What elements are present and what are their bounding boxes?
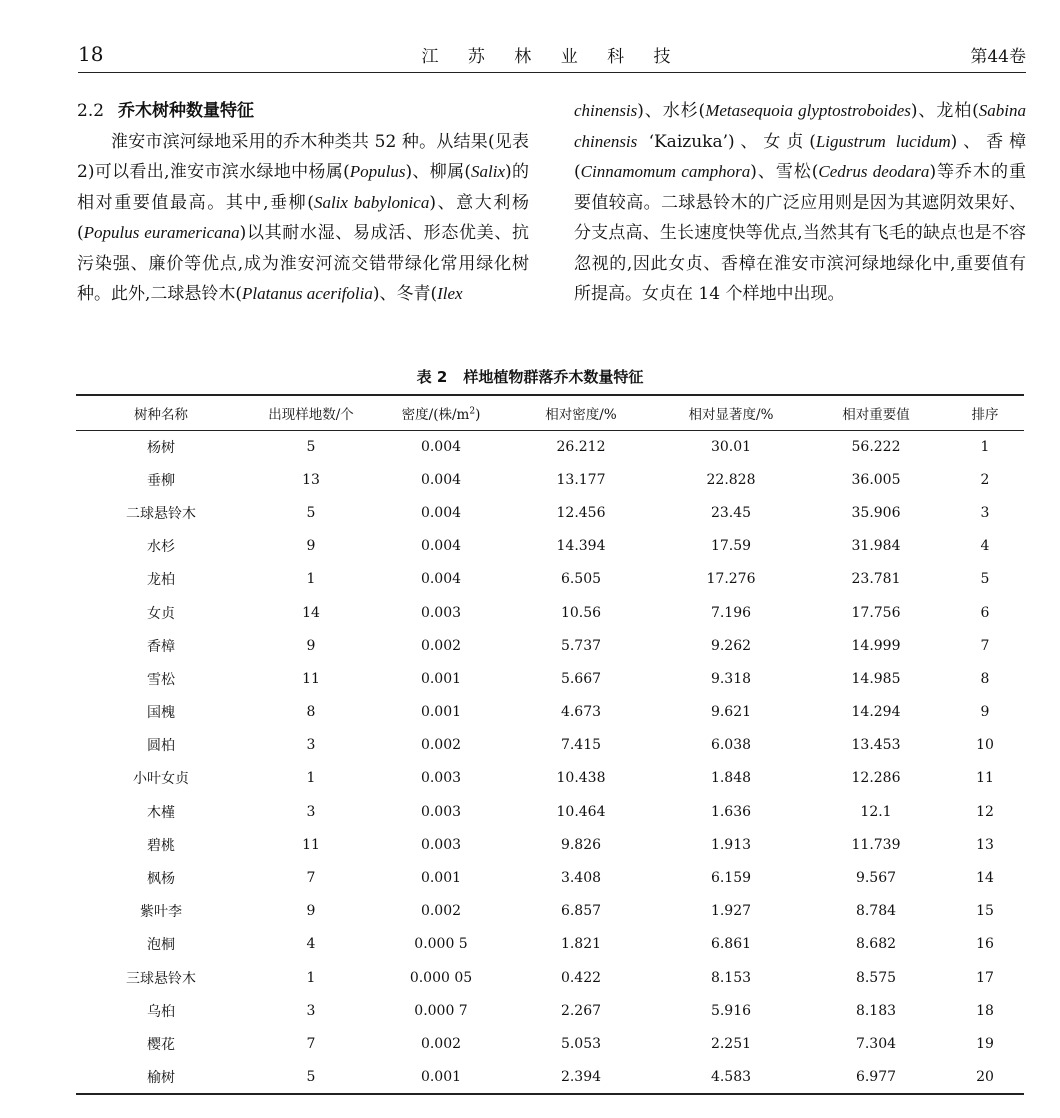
- rank-cell: 17: [976, 969, 994, 986]
- importance-value-cell: 12.286: [851, 770, 901, 787]
- species-name-cell: 紫叶李: [140, 904, 182, 921]
- header-relative-dominance: 相对显著度/%: [656, 395, 806, 430]
- relative-dominance-cell: 17.59: [710, 538, 752, 555]
- relative-dominance-cell: 1.848: [710, 770, 752, 787]
- species-name-cell: 龙柏: [147, 572, 175, 589]
- text-run: )等乔木的重要值较高。二球悬铃木的广泛应用则是因为其遮阴效果好、分支点高、生长速度快等优点,当然其有飞毛的缺点也是不容忽视的,因此女贞、香樟在淮安市滨河绿地绿化中,重要值有所提高。女贞在 14 个样地中出现。: [574, 162, 1026, 304]
- species-name-cell: 香樟: [147, 638, 175, 655]
- header-rank: 排序: [946, 395, 1024, 430]
- rank-cell: 14: [976, 870, 994, 887]
- species-name-cell: 二球悬铃木: [126, 505, 196, 522]
- latin-name: Ligustrum lucidum: [815, 131, 951, 151]
- importance-value-cell: 56.222: [851, 438, 901, 455]
- importance-value-cell: 17.756: [851, 604, 901, 621]
- species-name-cell: 泡桐: [147, 937, 175, 954]
- plot-count-cell: 9: [306, 637, 316, 654]
- latin-name: Metasequoia glyptostroboides: [705, 101, 911, 120]
- relative-density-cell: 12.456: [556, 504, 606, 521]
- plot-count-cell: 1: [306, 571, 316, 588]
- relative-density-cell: 5.737: [560, 637, 602, 654]
- density-cell: 0.001: [420, 870, 462, 887]
- relative-density-cell: 6.857: [560, 903, 602, 920]
- table-row: [76, 861, 1024, 894]
- plot-count-cell: 5: [306, 438, 316, 455]
- plot-count-cell: 7: [306, 870, 316, 887]
- relative-dominance-cell: 8.153: [710, 969, 752, 986]
- plot-count-cell: 8: [306, 704, 316, 721]
- density-cell: 0.002: [420, 903, 462, 920]
- species-name-cell: 小叶女贞: [133, 771, 189, 788]
- relative-density-cell: 5.667: [560, 670, 602, 687]
- relative-dominance-cell: 30.01: [710, 438, 752, 455]
- relative-dominance-cell: 17.276: [706, 571, 756, 588]
- relative-density-cell: 26.212: [556, 438, 606, 455]
- text-run: )、意大利杨(: [77, 192, 529, 243]
- relative-density-cell: 14.394: [556, 538, 606, 555]
- table-row: [76, 895, 1024, 928]
- density-cell: 0.000 7: [414, 1002, 468, 1019]
- latin-name: Cedrus deodara: [818, 162, 930, 181]
- plot-count-cell: 5: [246, 1061, 376, 1094]
- rank-cell: 19: [976, 1035, 994, 1052]
- plot-count-cell: 9: [306, 538, 316, 555]
- density-cell: 0.004: [420, 571, 462, 588]
- density-cell: 0.000 5: [414, 936, 468, 953]
- relative-density-cell: 1.821: [560, 936, 602, 953]
- running-header: [78, 38, 1026, 73]
- latin-name: Populus: [349, 162, 406, 181]
- relative-density-cell: 6.505: [560, 571, 602, 588]
- relative-dominance-cell: 9.318: [710, 670, 752, 687]
- left-body-paragraph: [77, 127, 529, 310]
- rank-cell: 11: [976, 770, 994, 787]
- relative-dominance-cell: 6.861: [710, 936, 752, 953]
- volume-label: 第44卷: [970, 47, 1026, 67]
- importance-value-cell: 8.784: [855, 903, 897, 920]
- plot-count-cell: 3: [306, 803, 316, 820]
- right-body-paragraph: [574, 96, 1026, 310]
- table-row: [76, 662, 1024, 695]
- importance-value-cell: 12.1: [860, 803, 892, 820]
- importance-value-cell: 9.567: [855, 870, 897, 887]
- density-label: 密度/(株/m: [401, 406, 470, 423]
- rank-cell: 20: [946, 1061, 1024, 1094]
- table-row: [76, 463, 1024, 496]
- importance-value-cell: 11.739: [851, 836, 901, 853]
- density-cell: 0.002: [420, 1035, 462, 1052]
- table-row: [76, 629, 1024, 662]
- latin-name: Platanus acerifolia: [242, 284, 373, 303]
- importance-value-cell: 14.294: [851, 704, 901, 721]
- density-cell: 0.004: [420, 504, 462, 521]
- table-row: [76, 696, 1024, 729]
- importance-value-cell: 13.453: [851, 737, 901, 754]
- importance-value-cell: 7.304: [855, 1035, 897, 1052]
- relative-dominance-cell: 6.159: [710, 870, 752, 887]
- latin-name: chinensis: [574, 101, 638, 120]
- header-plot-count: 出现样地数/个: [246, 395, 376, 430]
- table-caption: [0, 366, 1060, 387]
- relative-dominance-cell: 4.583: [656, 1061, 806, 1094]
- importance-value-cell: 14.999: [851, 637, 901, 654]
- density-cell: 0.001: [376, 1061, 506, 1094]
- table-row: [76, 961, 1024, 994]
- relative-dominance-cell: 7.196: [710, 604, 752, 621]
- table-row: [76, 828, 1024, 861]
- relative-dominance-cell: 9.262: [710, 637, 752, 654]
- latin-name: Populus euramericana: [83, 223, 240, 242]
- density-cell: 0.002: [420, 737, 462, 754]
- table-number: 表 2: [416, 368, 448, 386]
- relative-density-cell: 2.267: [560, 1002, 602, 1019]
- table-row: [76, 795, 1024, 828]
- importance-value-cell: 23.781: [851, 571, 901, 588]
- relative-dominance-cell: 22.828: [706, 471, 756, 488]
- latin-name: Ilex: [437, 284, 463, 303]
- plot-count-cell: 4: [306, 936, 316, 953]
- table-row: [76, 496, 1024, 529]
- journal-title: 江 苏 林 业 科 技: [421, 47, 683, 67]
- table-body: [76, 430, 1024, 1094]
- relative-density-cell: 4.673: [560, 704, 602, 721]
- latin-name: Salix babylonica: [313, 192, 430, 212]
- header-density: [376, 395, 506, 430]
- latin-name: Sabina chinensis: [574, 101, 1027, 151]
- rank-cell: 4: [980, 538, 990, 555]
- table-row: [76, 928, 1024, 961]
- section-heading: [77, 96, 529, 127]
- text-run: )的相对重要值最高。其中,垂柳(: [77, 162, 530, 213]
- section-number: 2.2: [77, 101, 105, 121]
- table-row: [76, 762, 1024, 795]
- rank-cell: 18: [976, 1002, 994, 1019]
- species-name-cell: 樱花: [147, 1036, 175, 1053]
- table-row: [76, 563, 1024, 596]
- plot-count-cell: 7: [306, 1035, 316, 1052]
- table-row: [76, 994, 1024, 1027]
- species-name-cell: 水杉: [147, 539, 175, 556]
- relative-density-cell: 13.177: [556, 471, 606, 488]
- importance-value-cell: 35.906: [851, 504, 901, 521]
- species-name-cell: 木槿: [147, 804, 175, 821]
- table-row: [76, 430, 1024, 463]
- section-title: 乔木树种数量特征: [118, 101, 255, 121]
- plot-count-cell: 11: [302, 836, 320, 853]
- table-row: [76, 729, 1024, 762]
- rank-cell: 1: [980, 438, 990, 455]
- importance-value-cell: 8.183: [855, 1002, 897, 1019]
- relative-density-cell: 10.438: [556, 770, 606, 787]
- plot-count-cell: 3: [306, 737, 316, 754]
- importance-value-cell: 31.984: [851, 538, 901, 555]
- relative-dominance-cell: 1.636: [710, 803, 752, 820]
- text-run: )、水杉(: [637, 101, 706, 121]
- density-cell: 0.001: [420, 670, 462, 687]
- rank-cell: 2: [980, 471, 990, 488]
- relative-dominance-cell: 23.45: [710, 504, 752, 521]
- left-column: [77, 96, 529, 310]
- rank-cell: 13: [976, 836, 994, 853]
- table-title: 样地植物群落乔木数量特征: [463, 368, 644, 386]
- relative-density-cell: 7.415: [560, 737, 602, 754]
- relative-dominance-cell: 6.038: [710, 737, 752, 754]
- rank-cell: 9: [980, 704, 990, 721]
- relative-dominance-cell: 2.251: [710, 1035, 752, 1052]
- density-cell: 0.000 05: [409, 969, 473, 986]
- relative-dominance-cell: 5.916: [710, 1002, 752, 1019]
- importance-value-cell: 8.682: [855, 936, 897, 953]
- importance-value-cell: 8.575: [855, 969, 897, 986]
- plot-count-cell: 13: [302, 471, 320, 488]
- density-cell: 0.004: [420, 538, 462, 555]
- relative-density-cell: 0.422: [560, 969, 602, 986]
- text-run: )、龙柏(: [910, 101, 979, 121]
- species-name-cell: 乌桕: [147, 1003, 175, 1020]
- page-number: 18: [78, 42, 104, 66]
- plot-count-cell: 3: [306, 1002, 316, 1019]
- text-run: )以其耐水湿、易成活、形态优美、抗污染强、廉价等优点,成为淮安河流交错带绿化常用绿化树种。此外,二球悬铃木(: [77, 223, 529, 304]
- text-run: 淮安市滨河绿地采用的乔木种类共 52 种。从结果(见表 2)可以看出,淮安市滨水绿地中杨属(: [77, 131, 529, 182]
- density-cell: 0.004: [420, 471, 462, 488]
- density-cell: 0.003: [420, 604, 462, 621]
- rank-cell: 15: [976, 903, 994, 920]
- rank-cell: 5: [980, 571, 990, 588]
- relative-density-cell: 10.56: [560, 604, 602, 621]
- density-cell: 0.001: [420, 704, 462, 721]
- density-close: ): [475, 406, 481, 423]
- relative-dominance-cell: 1.913: [710, 836, 752, 853]
- relative-dominance-cell: 9.621: [710, 704, 752, 721]
- table-row: [76, 1061, 1024, 1094]
- density-cell: 0.003: [420, 770, 462, 787]
- species-name-cell: 杨树: [147, 439, 175, 456]
- plot-count-cell: 14: [302, 604, 320, 621]
- relative-dominance-cell: 1.927: [710, 903, 752, 920]
- relative-density-cell: 2.394: [506, 1061, 656, 1094]
- density-cell: 0.003: [420, 836, 462, 853]
- species-name-cell: 榆树: [76, 1061, 246, 1094]
- text-run: )、冬青(: [372, 284, 438, 304]
- text-run: )、雪松(: [750, 162, 819, 182]
- rank-cell: 6: [980, 604, 990, 621]
- latin-name: Salix: [471, 162, 506, 181]
- relative-density-cell: 10.464: [556, 803, 606, 820]
- importance-value-cell: 6.977: [806, 1061, 946, 1094]
- text-run: )、柳属(: [405, 162, 472, 182]
- plot-count-cell: 5: [306, 504, 316, 521]
- table-row: [76, 596, 1024, 629]
- rank-cell: 3: [980, 504, 990, 521]
- importance-value-cell: 36.005: [851, 471, 901, 488]
- plot-count-cell: 1: [306, 969, 316, 986]
- header-importance-value: 相对重要值: [806, 395, 946, 430]
- table-row: [76, 1027, 1024, 1060]
- rank-cell: 12: [976, 803, 994, 820]
- species-name-cell: 碧桃: [147, 837, 175, 854]
- latin-name: Cinnamomum camphora: [580, 162, 751, 181]
- tree-species-table: [76, 394, 1024, 1095]
- density-cell: 0.002: [420, 637, 462, 654]
- species-name-cell: 国槐: [147, 705, 175, 722]
- rank-cell: 8: [980, 670, 990, 687]
- rank-cell: 10: [976, 737, 994, 754]
- text-run: ‘Kaizuka’)、女贞(: [637, 131, 816, 152]
- species-name-cell: 三球悬铃木: [126, 970, 196, 987]
- header-relative-density: 相对密度/%: [506, 395, 656, 430]
- relative-density-cell: 3.408: [560, 870, 602, 887]
- right-column: [574, 96, 1026, 310]
- density-cell: 0.003: [420, 803, 462, 820]
- species-name-cell: 枫杨: [147, 871, 175, 888]
- text-run: )、香樟(: [574, 131, 1026, 182]
- species-name-cell: 垂柳: [147, 472, 175, 489]
- plot-count-cell: 11: [302, 670, 320, 687]
- rank-cell: 16: [976, 936, 994, 953]
- species-name-cell: 圆柏: [147, 738, 175, 755]
- table-row: [76, 530, 1024, 563]
- species-name-cell: 雪松: [147, 671, 175, 688]
- header-species-name: 树种名称: [76, 395, 246, 430]
- rank-cell: 7: [980, 637, 990, 654]
- table-header-row: [76, 395, 1024, 430]
- relative-density-cell: 5.053: [560, 1035, 602, 1052]
- plot-count-cell: 9: [306, 903, 316, 920]
- density-exponent: 2: [469, 406, 476, 417]
- importance-value-cell: 14.985: [851, 670, 901, 687]
- density-cell: 0.004: [420, 438, 462, 455]
- relative-density-cell: 9.826: [560, 836, 602, 853]
- species-name-cell: 女贞: [147, 605, 175, 622]
- plot-count-cell: 1: [306, 770, 316, 787]
